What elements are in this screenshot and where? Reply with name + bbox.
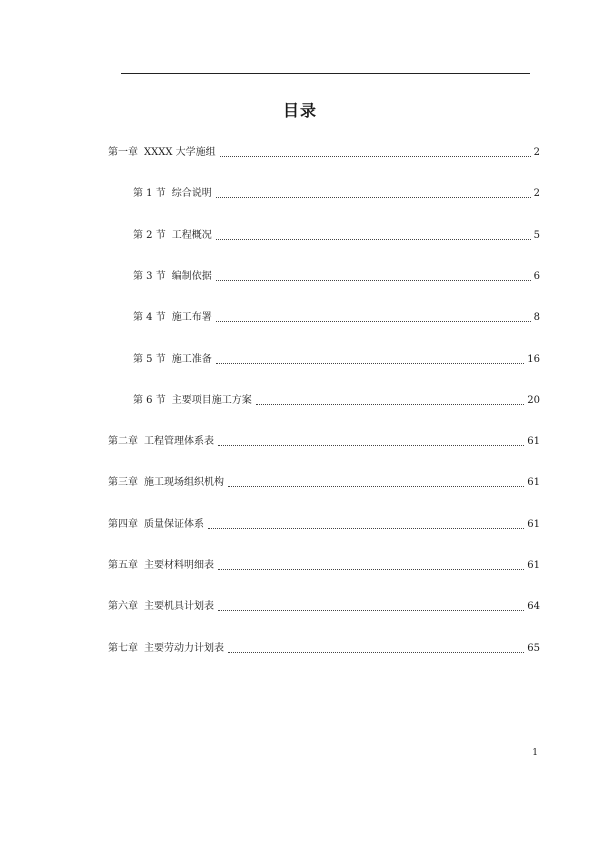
toc-entry-label: 施工准备: [171, 354, 212, 365]
toc-entry-chapter-3[interactable]: [108, 476, 540, 490]
dot-leader: [216, 280, 531, 281]
toc-entry-number: 第七章: [108, 643, 138, 654]
toc-entry-section-1[interactable]: [133, 187, 540, 201]
toc-entry-chapter-1[interactable]: [108, 146, 540, 160]
toc-entry-number: 第四章: [108, 519, 138, 530]
toc-entry-page: 6: [533, 271, 540, 282]
toc-entry-page: 64: [527, 601, 540, 612]
toc-entry-chapter-6[interactable]: [108, 600, 540, 614]
toc-entry-chapter-7[interactable]: [108, 642, 540, 656]
toc-entry-number: 第六章: [108, 601, 138, 612]
toc-entry-page: 2: [533, 188, 540, 199]
toc-entry-number: 第 3 节: [133, 271, 166, 282]
dot-leader: [216, 239, 531, 240]
toc-entry-page: 65: [527, 643, 540, 654]
toc-entry-label: 工程概况: [171, 230, 212, 241]
toc-entry-number: 第 6 节: [133, 395, 166, 406]
toc-entry-section-3[interactable]: [133, 270, 540, 284]
toc-entry-label: 编制依据: [171, 271, 212, 282]
toc-entry-section-4[interactable]: [133, 311, 540, 325]
dot-leader: [208, 528, 524, 529]
dot-leader: [218, 610, 524, 611]
toc-entry-section-5[interactable]: [133, 353, 540, 367]
toc-entry-page: 16: [527, 354, 540, 365]
dot-leader: [228, 486, 524, 487]
toc-entry-page: 5: [533, 230, 540, 241]
toc-entry-page: 61: [527, 436, 540, 447]
toc-entry-number: 第三章: [108, 477, 138, 488]
toc-entry-number: 第五章: [108, 560, 138, 571]
dot-leader: [216, 197, 531, 198]
toc-entry-number: 第二章: [108, 436, 138, 447]
dot-leader: [220, 156, 531, 157]
toc-entry-page: 2: [533, 147, 540, 158]
dot-leader: [216, 363, 525, 364]
toc-entry-number: 第 1 节: [133, 188, 166, 199]
toc-entry-label: 主要材料明细表: [144, 560, 214, 571]
toc-entry-page: 61: [527, 560, 540, 571]
toc-entry-number: 第 4 节: [133, 312, 166, 323]
toc-entry-page: 20: [527, 395, 540, 406]
toc-entry-label: 主要机具计划表: [144, 601, 214, 612]
dot-leader: [228, 652, 524, 653]
dot-leader: [218, 569, 524, 570]
page-number: 1: [532, 748, 538, 758]
toc-entry-label: 施工布署: [171, 312, 212, 323]
toc-entry-number: 第 5 节: [133, 354, 166, 365]
toc-entry-chapter-5[interactable]: [108, 559, 540, 573]
toc-entry-label: 质量保证体系: [144, 519, 204, 530]
toc-entry-number: 第一章: [108, 147, 138, 158]
toc-entry-chapter-2[interactable]: [108, 435, 540, 449]
toc-entry-label: 施工现场组织机构: [144, 477, 224, 488]
toc-title: 目录: [282, 101, 317, 120]
toc-entry-page: 61: [527, 519, 540, 530]
toc-entry-section-6[interactable]: [133, 394, 540, 408]
toc-entry-chapter-4[interactable]: [108, 518, 540, 532]
toc-entry-number: 第 2 节: [133, 230, 166, 241]
toc-entry-page: 61: [527, 477, 540, 488]
dot-leader: [256, 404, 525, 405]
toc-entry-label: 综合说明: [171, 188, 212, 199]
toc-entry-label: XXXX 大学施组: [144, 147, 216, 158]
toc-entry-section-2[interactable]: [133, 229, 540, 243]
toc-entry-label: 主要劳动力计划表: [144, 643, 224, 654]
dot-leader: [218, 445, 524, 446]
dot-leader: [216, 321, 531, 322]
toc-entry-page: 8: [533, 312, 540, 323]
toc-entry-label: 工程管理体系表: [144, 436, 214, 447]
toc-entry-label: 主要项目施工方案: [171, 395, 252, 406]
